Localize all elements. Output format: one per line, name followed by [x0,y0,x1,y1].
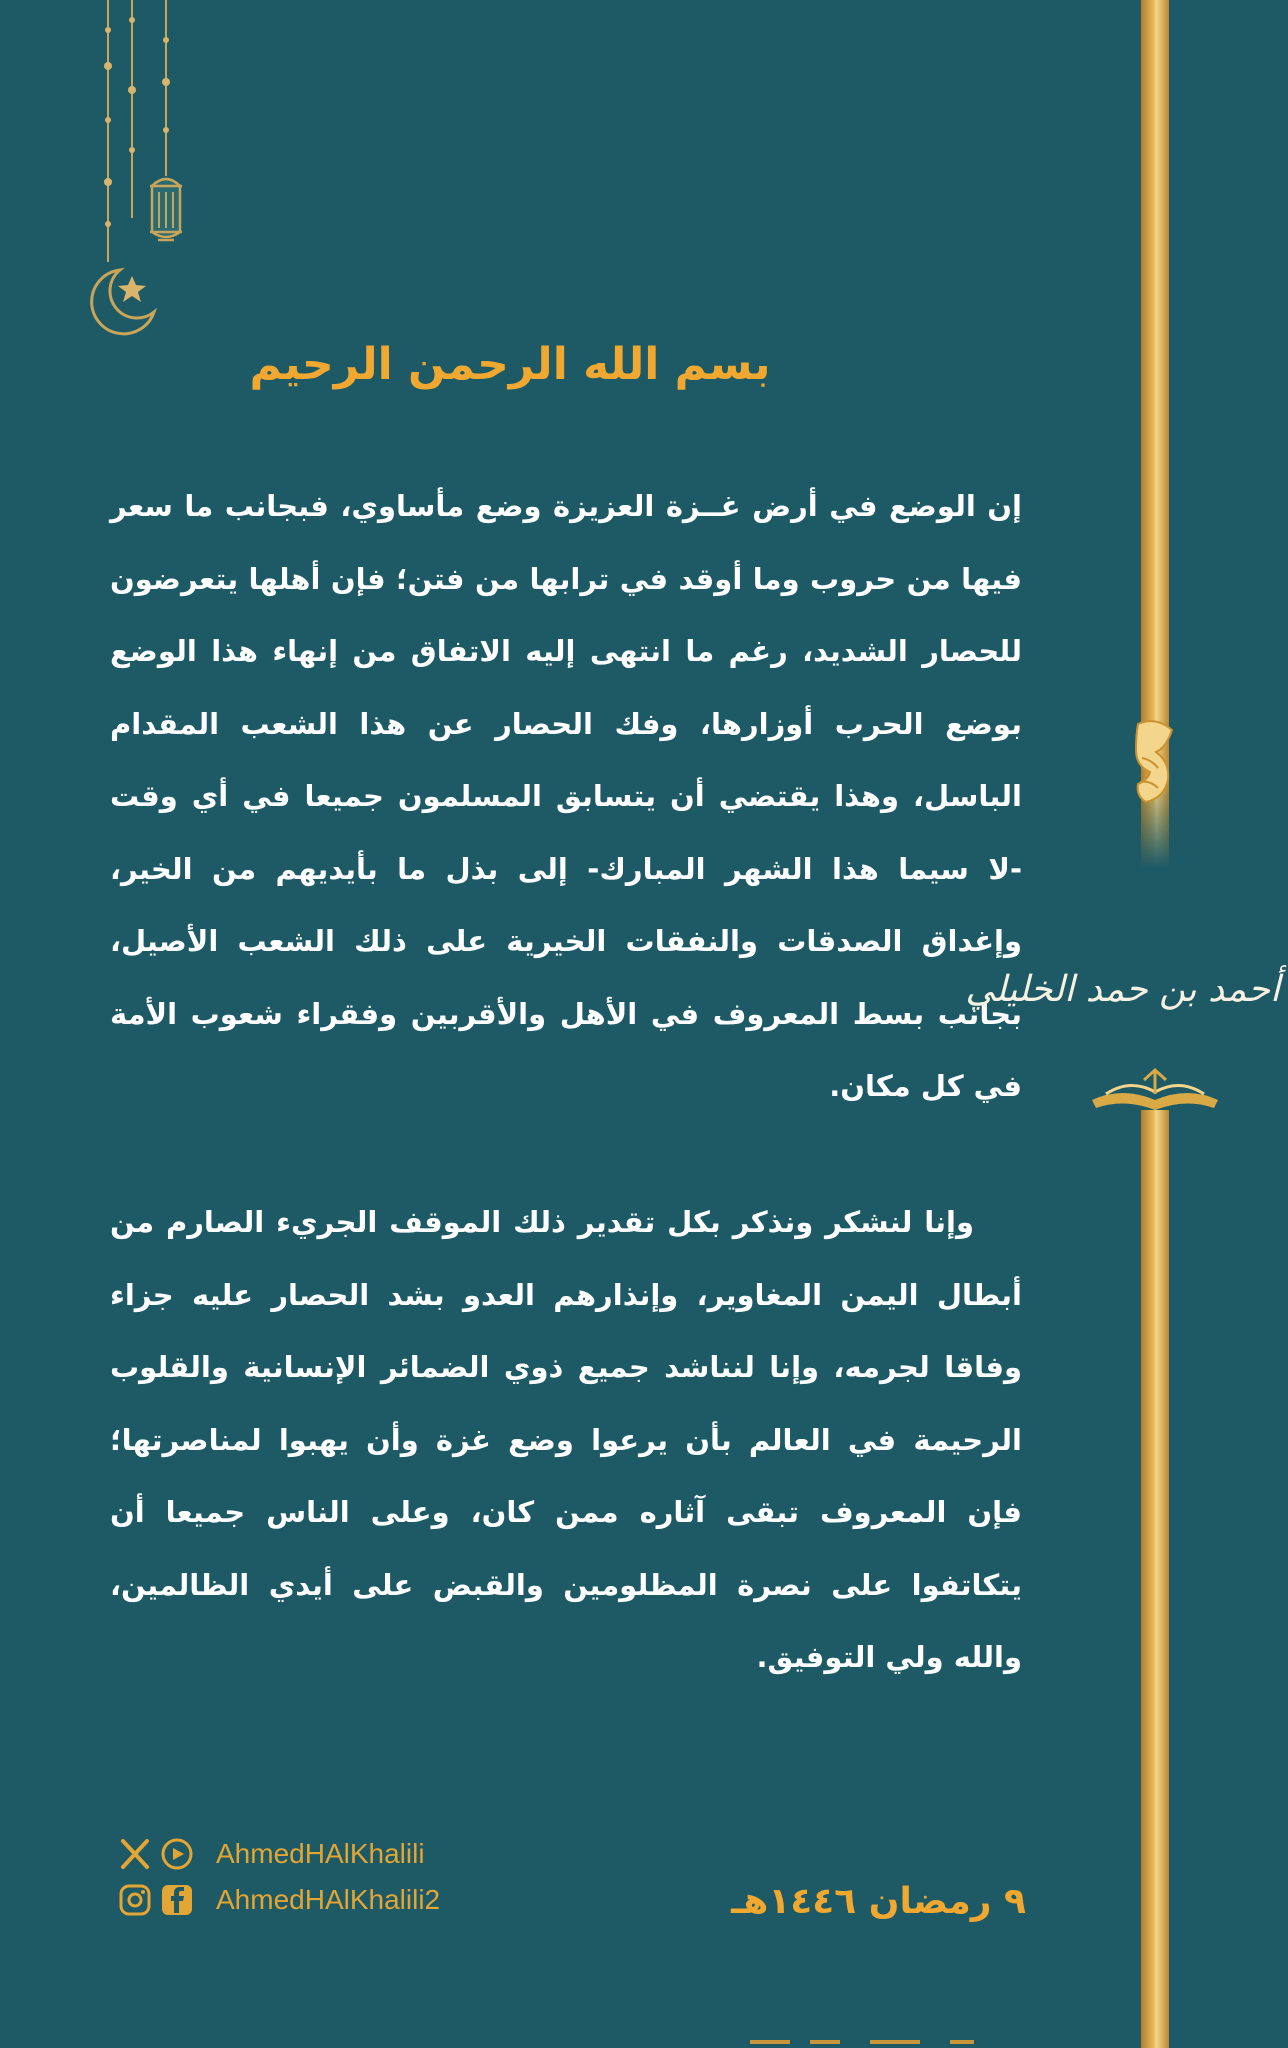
social-row-2 [118,1880,440,1920]
basmala-heading: بسم الله الرحمن الرحيم [249,339,771,391]
social-handle-2[interactable]: AhmedHAlKhalili2 [216,1884,441,1915]
signature: أحمد بن حمد الخليلي [965,969,1280,1010]
open-book-icon [1088,1066,1222,1112]
social-row-1 [118,1834,425,1874]
facebook-icon[interactable] [160,1883,194,1917]
social-handle-1[interactable]: AhmedHAlKhalili [216,1838,425,1869]
clasped-hands-icon [1128,718,1184,822]
hijri-date: ٩ رمضان ١٤٤٦هـ [731,1881,1026,1922]
youtube-icon[interactable] [160,1837,194,1871]
paragraph-2: وإنا لنشكر ونذكر بكل تقدير ذلك الموقف الجريء الصارم من أبطال اليمن المغاوير، وإنذارهم العدو بشد الحصار عليه جزاء وفاقا لجرمه، وإنا لنناشد جميع ذوي الضمائر الإنسانية والقلوب الرحيمة في العالم بأن يرعوا وضع غزة وأن يهبوا لمناصرتها؛ فإن المعروف تبقى آثاره ممن كان، وعلى الناس جميعا أن يتكاتفوا على نصرة المظلومين والقبض على أيدي الظالمين، والله ولي التوفيق. [110,1205,1022,1674]
x-icon[interactable] [118,1837,152,1871]
instagram-icon[interactable] [118,1883,152,1917]
hanging-lanterns-icon [80,0,200,340]
bottom-ornament-icon [740,2032,1040,2048]
paragraph-1: إن الوضع في أرض غــزة العزيزة وضع مأساوي، فبجانب ما سعر فيها من حروب وما أوقد في ترابها من فتن؛ فإن أهلها يتعرضون للحصار الشديد، رغم ما انتهى إليه الاتفاق من إنهاء هذا الوضع بوضع الحرب أوزارها، وفك الحصار عن هذا الشعب المقدام الباسل، وهذا يقتضي أن يتسابق المسلمون جميعا في أي وقت -لا سيما هذا الشهر المبارك- إلى بذل ما بأيديهم من الخير، وإغداق الصدقات والنفقات الخيرية على ذلك الشعب الأصيل، بجانب بسط المعروف في الأهل والأقربين وفقراء شعوب الأمة في كل مكان. [110,489,1022,1103]
